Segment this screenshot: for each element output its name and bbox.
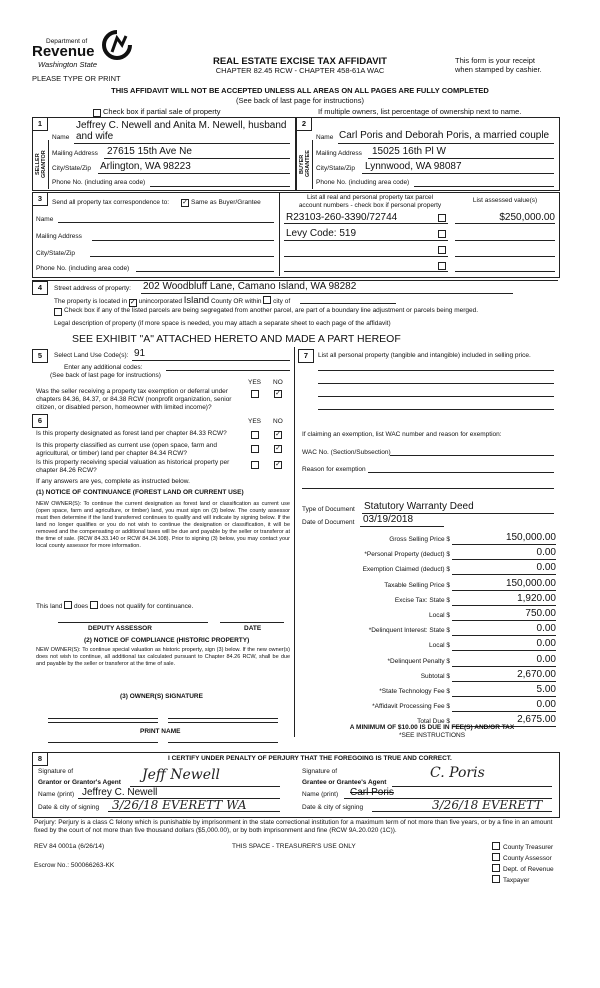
- tax-row-value[interactable]: 5.00: [536, 684, 556, 695]
- street-address-field[interactable]: 202 Woodbluff Lane, Camano Island, WA 98282: [143, 281, 357, 292]
- form-subtitle: CHAPTER 82.45 RCW - CHAPTER 458-61A WAC: [215, 66, 385, 75]
- county-suffix: County OR within: [210, 298, 262, 305]
- grantee-name-print[interactable]: Carl Poris: [350, 787, 394, 798]
- personal-property-list-label: List all personal property (tangible and intangible) included in selling price.: [318, 352, 531, 359]
- current-use-no-checkbox[interactable]: ✓: [275, 445, 281, 452]
- land-use-field[interactable]: 91: [134, 348, 146, 359]
- form-title: REAL ESTATE EXCISE TAX AFFIDAVIT: [212, 56, 387, 67]
- logo-name: Revenue: [32, 43, 95, 60]
- section-6-yes: YES: [248, 418, 262, 425]
- send-correspondence-label: Send all property tax correspondence to:: [52, 199, 170, 206]
- tax-row-value[interactable]: 0.00: [536, 547, 556, 558]
- grantor-name-line2[interactable]: and wife: [76, 131, 114, 142]
- segregated-checkbox[interactable]: [54, 308, 62, 316]
- dist-checkbox-treasurer[interactable]: [492, 842, 500, 850]
- grantee-name-print-label: Name (print): [302, 791, 339, 798]
- dist-taxpayer: Taxpayer: [503, 877, 530, 884]
- correspondence-name-label: Name: [36, 216, 54, 223]
- logo-dept: Department of: [46, 38, 88, 45]
- escrow-number: Escrow No.: 500066263-KK: [34, 862, 115, 869]
- parcel-number-1[interactable]: R23103-260-3390/72744: [286, 212, 398, 223]
- perjury-note: Perjury: Perjury is a class C felony which is punishable by imprisonment in the state correctional institution for a maximum term of not more than five years, or by a fine in an amount fixed by the court of not more than five thousand dollars ($5,000.00), or by both imprisonment and fine (RCW 9A.20.020 (1C)).: [34, 819, 553, 834]
- street-address-label: Street address of property:: [54, 285, 131, 292]
- dist-checkbox-taxpayer[interactable]: [492, 875, 500, 883]
- correspondence-city-label: City/State/Zip: [36, 250, 76, 257]
- minimum-fee-note: [302, 724, 562, 740]
- doc-type-field[interactable]: Statutory Warranty Deed: [364, 501, 474, 512]
- exemption-claim-label: If claiming an exemption, list WAC number and reason for exemption:: [302, 431, 502, 438]
- tax-row-value[interactable]: 0.00: [536, 623, 556, 634]
- multiple-owners-note: If multiple owners, list percentage of ownership next to name.: [318, 107, 522, 116]
- tax-row-label: Gross Selling Price $: [389, 536, 450, 543]
- tax-row-label: *Delinquent Penalty $: [387, 658, 450, 665]
- grantor-name-line1[interactable]: Jeffrey C. Newell and Anita M. Newell, husband: [76, 120, 287, 131]
- grantor-agent-label: Grantor or Grantor's Agent: [38, 779, 121, 786]
- located-prefix: The property is located in: [54, 298, 127, 305]
- tax-row-value[interactable]: 0.00: [536, 638, 556, 649]
- tax-row-value[interactable]: 2,670.00: [517, 669, 556, 680]
- grantee-mailing-field[interactable]: 15025 16th Pl W: [372, 146, 446, 157]
- doc-type-label: Type of Document: [302, 506, 355, 513]
- tax-row-label: *Affidavit Processing Fee $: [372, 703, 450, 710]
- dist-checkbox-revenue[interactable]: [492, 864, 500, 872]
- tax-row-value[interactable]: 0.00: [536, 654, 556, 665]
- dist-assessor: County Assessor: [503, 855, 552, 862]
- parcel-header-line1: List all real and personal property tax parcel: [306, 194, 434, 201]
- tax-row-label: Taxable Selling Price $: [384, 582, 450, 589]
- grantee-city-field[interactable]: Lynnwood, WA 98087: [365, 161, 462, 172]
- reason-label: Reason for exemption: [302, 466, 366, 473]
- dist-treasurer: County Treasurer: [503, 844, 554, 851]
- tax-row-value[interactable]: 750.00: [525, 608, 556, 619]
- historic-yes-checkbox[interactable]: [251, 461, 259, 469]
- additional-codes-line2: (See back of last page for instructions): [50, 372, 161, 379]
- grantor-date-city[interactable]: 3/26/18 EVERETT WA: [112, 798, 247, 812]
- unincorporated-label: unincorporated: [138, 298, 182, 305]
- tax-row-value[interactable]: 150,000.00: [505, 578, 556, 589]
- grantee-date-city-label: Date & city of signing: [302, 804, 364, 811]
- notice-continuance-title: (1) NOTICE OF CONTINUANCE (FOREST LAND OR CURRENT USE): [36, 489, 244, 496]
- revenue-logo-icon: [102, 30, 132, 60]
- distribution-list: [492, 841, 554, 885]
- personal-property-checkbox-2[interactable]: [438, 230, 446, 238]
- does-not-label: does not qualify for continuance.: [99, 603, 194, 610]
- city-of-label: city of: [273, 298, 291, 305]
- located-in-text: [54, 295, 290, 307]
- grantee-signature[interactable]: C. Poris: [430, 765, 485, 781]
- current-use-question: Is this property classified as current use (open space, farm and agricultural, or timber) land per chapter 84.34 RCW?: [36, 442, 218, 457]
- tax-row-label: Total Due $: [417, 718, 450, 725]
- buyer-grantee-label: BUYER GRANTEE: [299, 150, 311, 178]
- parcel-header: [280, 194, 460, 210]
- grantee-agent-label: Grantee or Grantee's Agent: [302, 779, 387, 786]
- notice-continuance-text: NEW OWNER(S): To continue the current designation as forest land or classification as current use (open space, farm and agriculture, or timber) land, you must sign on (3) below. The county assessor must then determine if the land transferred continues to qualify and will indicate by signing below. If the land no longer qualifies or you do not wish to continue the designation or classification, it will be removed and the compensating or additional taxes will be due and payable by the seller or transferor at the time of sale. (RCW 84.33.140 or RCW 84.34.108). Prior to signing (3) below, you may contact your local county assessor for more information.: [36, 501, 290, 549]
- exemption-question: Was the seller receiving a property tax exemption or deferral under chapters 84.36, 84.37, or 84.38 RCW (nonprofit organization, senior citizen, or disabled person, homeowner with limited income)?: [36, 388, 232, 411]
- certify-text: I CERTIFY UNDER PENALTY OF PERJURY THAT THE FOREGOING IS TRUE AND CORRECT.: [168, 755, 452, 762]
- grantor-name-print-label: Name (print): [38, 791, 75, 798]
- forest-land-question: Is this property designated as forest land per chapter 84.33 RCW?: [36, 430, 227, 437]
- grantor-phone-label: Phone No. (including area code): [52, 179, 146, 186]
- receipt-note: [455, 56, 542, 74]
- affidavit-warning: THIS AFFIDAVIT WILL NOT BE ACCEPTED UNLESS ALL AREAS ON ALL PAGES ARE FULLY COMPLETED: [111, 86, 489, 95]
- grantee-mailing-label: Mailing Address: [316, 150, 362, 157]
- does-checkbox[interactable]: [64, 601, 72, 609]
- deputy-assessor-label: DEPUTY ASSESSOR: [88, 625, 152, 632]
- section-6-number: 6: [32, 414, 48, 428]
- qualify-line: [36, 600, 193, 611]
- parcel-number-2[interactable]: Levy Code: 519: [286, 228, 357, 239]
- legal-description-label: Legal description of property (if more space is needed, you may attach a separate sheet to each page of the affidavit): [54, 320, 391, 327]
- same-as-grantee-label: Same as Buyer/Grantee: [191, 199, 261, 206]
- please-type: PLEASE TYPE OR PRINT: [32, 74, 121, 83]
- receipt-line2: when stamped by cashier.: [455, 65, 542, 74]
- tax-row-value[interactable]: 0.00: [536, 562, 556, 573]
- unincorporated-checkbox[interactable]: ✓: [129, 299, 136, 306]
- tax-row-value[interactable]: 2,675.00: [517, 714, 556, 725]
- personal-property-checkbox-1[interactable]: [438, 214, 446, 222]
- grantor-name-label: Name: [52, 134, 70, 141]
- tax-row-label: Excise Tax: State $: [394, 597, 450, 604]
- section-2-number: 2: [296, 117, 312, 131]
- grantor-date-city-label: Date & city of signing: [38, 804, 100, 811]
- seller-grantor-label: SELLER GRANTOR: [35, 150, 47, 178]
- exemption-no-checkbox[interactable]: ✓: [275, 390, 281, 397]
- personal-property-checkbox-3[interactable]: [438, 246, 446, 254]
- grantor-sig-of-label: Signature of: [38, 768, 74, 775]
- exemption-yes-checkbox[interactable]: [251, 390, 259, 398]
- segregated-label: Check box if any of the listed parcels are being segregated from another parcel, are part of a boundary line adjustment or parcels being merged.: [64, 307, 479, 314]
- current-use-yes-checkbox[interactable]: [251, 445, 259, 453]
- grantee-phone-label: Phone No. (including area code): [316, 179, 410, 186]
- city-of-checkbox[interactable]: [263, 296, 271, 304]
- grantor-mailing-label: Mailing Address: [52, 150, 98, 157]
- tax-row-label: Exemption Claimed (deduct) $: [362, 566, 450, 573]
- rev-number: REV 84 0001a (6/26/14): [34, 843, 105, 850]
- forest-yes-checkbox[interactable]: [251, 431, 259, 439]
- legal-description-field[interactable]: SEE EXHIBIT "A" ATTACHED HERETO AND MADE A PART HEREOF: [72, 333, 401, 345]
- does-label: does: [74, 603, 89, 610]
- tax-row-value[interactable]: 1,920.00: [517, 593, 556, 604]
- grantee-name-label: Name: [316, 134, 334, 141]
- grantee-date-city[interactable]: 3/26/18 EVERETT: [432, 798, 543, 812]
- see-back: (See back of last page for instructions): [236, 96, 364, 105]
- tax-row-value[interactable]: 150,000.00: [505, 532, 556, 543]
- section-6-no: NO: [273, 418, 283, 425]
- partial-sale-label: Check box if partial sale of property: [103, 107, 221, 116]
- personal-property-checkbox-4[interactable]: [438, 262, 446, 270]
- correspondence-mailing-label: Mailing Address: [36, 233, 82, 240]
- tax-row-label: *Personal Property (deduct) $: [364, 551, 450, 558]
- additional-codes-label: [50, 364, 161, 380]
- historic-no-checkbox[interactable]: ✓: [275, 461, 281, 468]
- section-7-number: 7: [298, 349, 314, 363]
- county-field[interactable]: Island: [183, 295, 210, 306]
- grantee-name-field[interactable]: Carl Poris and Deborah Poris, a married couple: [339, 130, 550, 141]
- if-yes-note: If any answers are yes, complete as instructed below.: [36, 478, 190, 485]
- assessed-value-1[interactable]: $250,000.00: [499, 212, 555, 223]
- section-4-number: 4: [32, 281, 48, 295]
- owner-signature-label: (3) OWNER(S) SIGNATURE: [120, 693, 203, 700]
- wac-label: WAC No. (Section/Subsection): [302, 449, 391, 456]
- tax-row-label: Local $: [429, 642, 450, 649]
- print-name-label: PRINT NAME: [140, 728, 181, 735]
- grantor-name-print[interactable]: Jeffrey C. Newell: [82, 787, 158, 798]
- minimum-line1: A MINIMUM OF $10.00 IS DUE IN FEE(S) AND/OR TAX: [349, 724, 515, 731]
- tax-row-label: *State Technology Fee $: [379, 688, 450, 695]
- land-use-label: Select Land Use Code(s):: [54, 352, 129, 359]
- dist-checkbox-assessor[interactable]: [492, 853, 500, 861]
- same-as-grantee-checkbox[interactable]: ✓: [182, 199, 188, 206]
- grantor-city-field[interactable]: Arlington, WA 98223: [100, 161, 191, 172]
- does-not-checkbox[interactable]: [90, 601, 98, 609]
- treasurer-space: THIS SPACE - TREASURER'S USE ONLY: [232, 843, 356, 850]
- notice-compliance-text: NEW OWNER(S): To continue special valuation as historic property, sign (3) below. If the new owner(s) does not wish to continue, all additional tax calculated pursuant to Chapter 84.26 RCW, shall be due and payable by the seller or transferor at the time of sale.: [36, 647, 290, 667]
- section-5-number: 5: [32, 349, 48, 363]
- grantor-mailing-field[interactable]: 27615 15th Ave Ne: [107, 146, 192, 157]
- tax-row-label: Local $: [429, 612, 450, 619]
- grantee-city-label: City/State/Zip: [316, 165, 356, 172]
- receipt-line1: This form is your receipt: [455, 56, 536, 65]
- correspondence-phone-label: Phone No. (including area code): [36, 265, 130, 272]
- section-1-number: 1: [32, 117, 48, 131]
- grantor-signature[interactable]: Jeff Newell: [142, 767, 221, 783]
- minimum-line2: *SEE INSTRUCTIONS: [398, 732, 466, 739]
- notice-compliance-title: (2) NOTICE OF COMPLIANCE (HISTORIC PROPERTY): [84, 637, 250, 644]
- partial-sale-checkbox[interactable]: [93, 109, 101, 117]
- doc-date-field[interactable]: 03/19/2018: [363, 514, 414, 525]
- revenue-logo: [32, 30, 132, 76]
- doc-date-label: Date of Document: [302, 519, 355, 526]
- additional-codes-line1: Enter any additional codes:: [64, 364, 143, 371]
- historic-question: Is this property receiving special valuation as historical property per chapter 84.26 RCW?: [36, 459, 230, 474]
- section-8-number: 8: [32, 752, 48, 766]
- dist-revenue: Dept. of Revenue: [503, 866, 554, 873]
- assessed-header: List assessed value(s): [472, 197, 538, 204]
- this-land-label: This land: [36, 603, 63, 610]
- assessor-date-label: DATE: [244, 625, 262, 632]
- tax-row-label: *Delinquent Interest: State $: [368, 627, 450, 634]
- section-5-no: NO: [273, 379, 283, 386]
- grantee-sig-of-label: Signature of: [302, 768, 338, 775]
- grantor-city-label: City/State/Zip: [52, 165, 92, 172]
- section-5-yes: YES: [248, 379, 262, 386]
- tax-row-value[interactable]: 0.00: [536, 699, 556, 710]
- logo-state: Washington State: [38, 60, 98, 69]
- forest-no-checkbox[interactable]: ✓: [275, 431, 281, 438]
- tax-row-label: Subtotal $: [420, 673, 450, 680]
- parcel-header-line2: account numbers - check box if personal property: [298, 202, 442, 209]
- section-3-number: 3: [32, 192, 48, 206]
